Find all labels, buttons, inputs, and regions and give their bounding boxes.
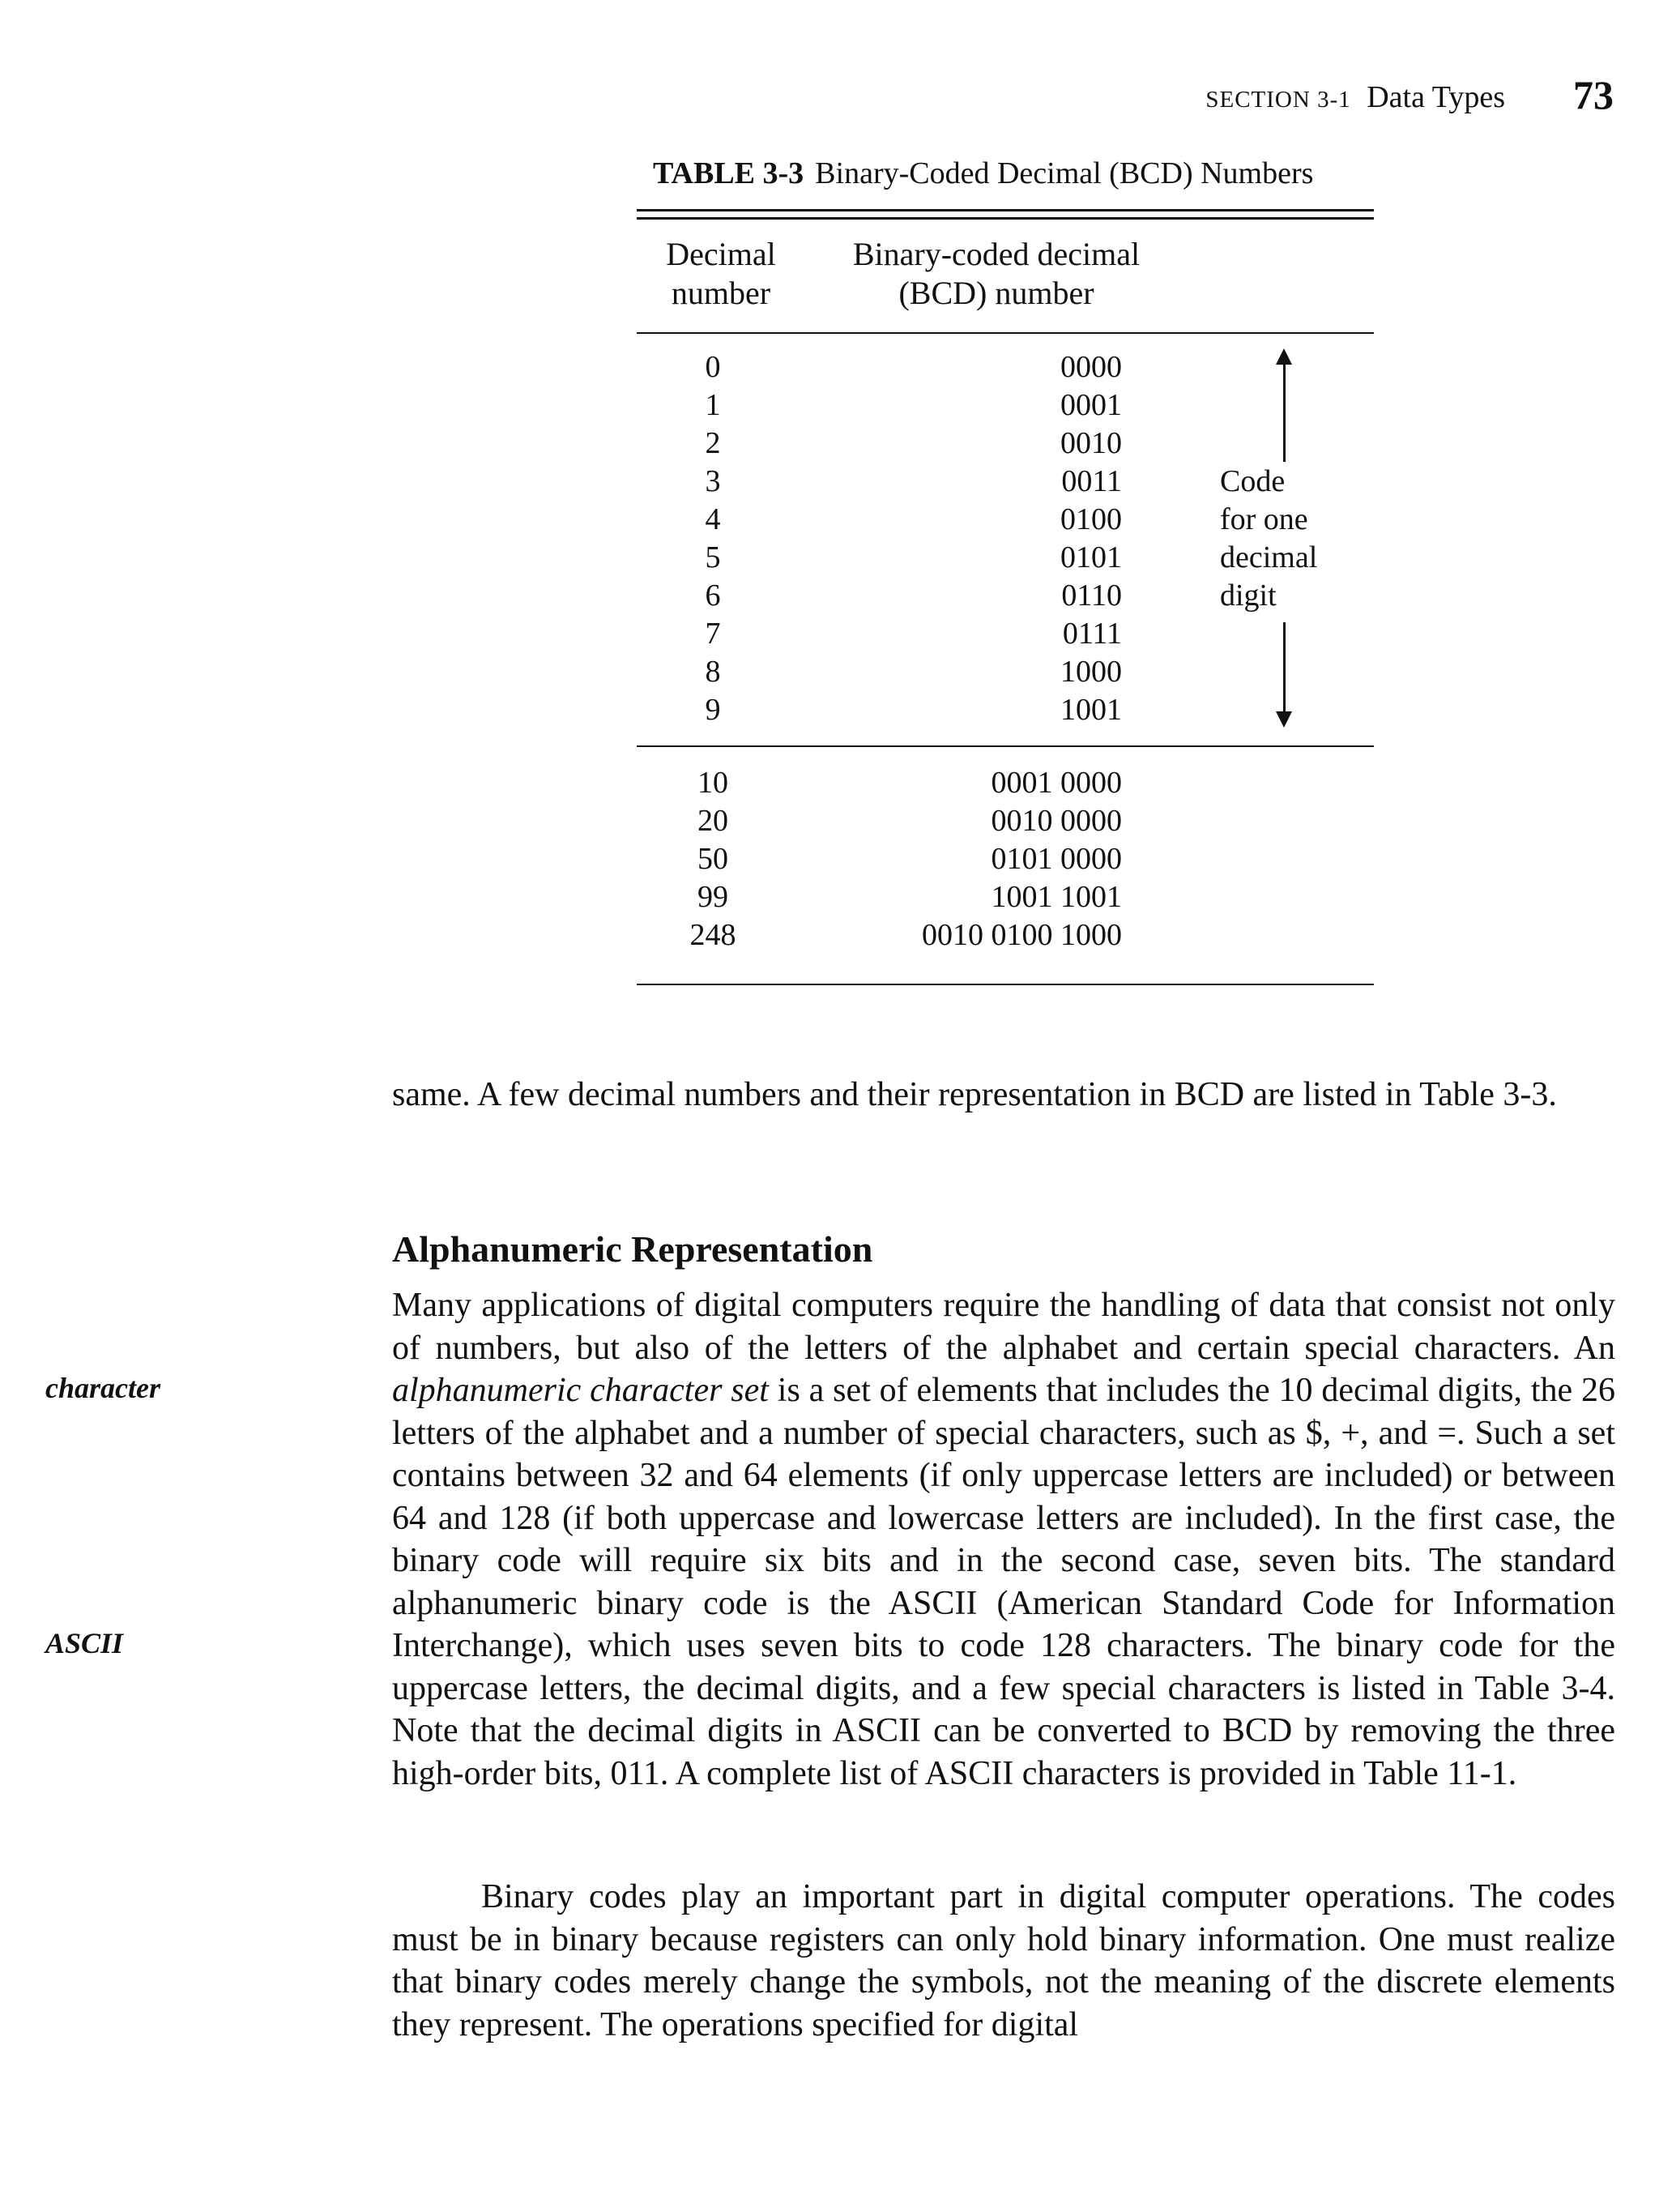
table-cell-decimal: 4: [705, 502, 721, 536]
table-top-rule-2: [637, 217, 1374, 220]
table-cell-decimal: 9: [705, 693, 721, 727]
table-cell-decimal: 2: [705, 426, 721, 460]
table-cell-decimal: 7: [705, 617, 721, 651]
table-top-rule-1: [637, 209, 1374, 211]
table-cell-bcd: 0011: [1061, 464, 1122, 498]
arrow-shaft-top: [1283, 363, 1286, 462]
table-annotation: Code for one decimal digit: [1220, 464, 1318, 613]
arrow-down-icon: [1276, 711, 1292, 728]
page-header: [0, 71, 1659, 120]
table-header-rule: [637, 332, 1374, 334]
table-caption-label: TABLE 3-3: [653, 156, 804, 190]
col-header-decimal: Decimal number: [666, 236, 776, 311]
table-cell-decimal: 3: [705, 464, 721, 498]
table-cell-bcd: 0000: [1060, 350, 1122, 384]
table-cell-decimal: 20: [697, 804, 728, 838]
paragraph-binary-codes: Binary codes play an important part in digital computer operations. The codes must be in binary because registers can only hold binary information. One must realize that binary codes merely change the symbols, not the meaning of the discrete elements they represent. The operations specified for digital: [392, 1878, 1615, 2043]
table-cell-bcd: 1001 1001: [991, 880, 1122, 914]
table-cell-bcd: 0101: [1060, 540, 1122, 574]
table-group-rule: [637, 745, 1374, 747]
table-cell-decimal: 6: [705, 579, 721, 613]
running-head: [1205, 79, 1505, 115]
paragraph-intro: same. A few decimal numbers and their representation in BCD are listed in Table 3-3.: [392, 1076, 1557, 1113]
table-cell-bcd: 1000: [1060, 655, 1122, 689]
table-bottom-rule: [637, 984, 1374, 985]
table-cell-bcd: 1001: [1060, 693, 1122, 727]
table-cell-bcd: 0110: [1061, 579, 1122, 613]
table-cell-bcd: 0001 0000: [991, 766, 1122, 800]
table-cell-decimal: 99: [697, 880, 728, 914]
arrow-up-icon: [1276, 348, 1292, 365]
section-title: Data Types: [1367, 80, 1505, 114]
table-cell-decimal: 0: [705, 350, 721, 384]
arrow-shaft-bottom: [1283, 622, 1286, 713]
paragraph-alphanumeric: [392, 1284, 1615, 1795]
paragraph-text-start: Many applications of digital computers require the handling of data that consist not only of numbers, but also of the letters of the alphabet and certain special characters. An: [392, 1287, 1615, 1367]
table-cell-bcd: 0100: [1060, 502, 1122, 536]
section-heading: Alphanumeric Representation: [392, 1228, 873, 1270]
table-cell-bcd: 0111: [1062, 617, 1122, 651]
margin-note-ascii: ASCII: [45, 1627, 124, 1659]
table-cell-decimal: 50: [697, 842, 728, 876]
table-cell-bcd: 0010 0100 1000: [922, 918, 1122, 952]
table-cell-bcd: 0001: [1060, 388, 1122, 422]
col-header-bcd: Binary-coded decimal (BCD) number: [852, 236, 1141, 311]
table-cell-decimal: 5: [705, 540, 721, 574]
table-cell-bcd: 0010: [1060, 426, 1122, 460]
table-caption: [653, 156, 1313, 191]
key-term: alphanumeric character set: [392, 1372, 769, 1409]
table-cell-decimal: 1: [705, 388, 721, 422]
margin-note-character: character: [45, 1372, 160, 1404]
table-caption-title: Binary-Coded Decimal (BCD) Numbers: [815, 156, 1314, 190]
table-cell-decimal: 10: [697, 766, 728, 800]
paragraph-text-end: is a set of elements that includes the 10 decimal digits, the 26 letters of the alphabet and a number of special characters, such as $, +, and =. Such a set contains between 32 and 64 elements (if only uppercase letters are included) or between 64 and 128 (if both uppercase and lowercase letters are included). In the first case, the binary code will require six bits and in the second case, seven bits. The standard alphanumeric binary code is the ASCII (American Standard Code for Information Interchange), which uses seven bits to code 128 characters. The binary code for the uppercase letters, the decimal digits, and a few special characters is listed in Table 3-4. Note that the decimal digits in ASCII can be converted to BCD by removing the three high-order bits, 011. A complete list of ASCII characters is provided in Table 11-1.: [392, 1372, 1615, 1792]
section-label: SECTION 3-1: [1205, 87, 1351, 113]
table-cell-bcd: 0010 0000: [991, 804, 1122, 838]
table-cell-decimal: 8: [705, 655, 721, 689]
table-cell-bcd: 0101 0000: [991, 842, 1122, 876]
table-cell-decimal: 248: [689, 918, 736, 952]
page-number: 73: [1573, 72, 1614, 117]
